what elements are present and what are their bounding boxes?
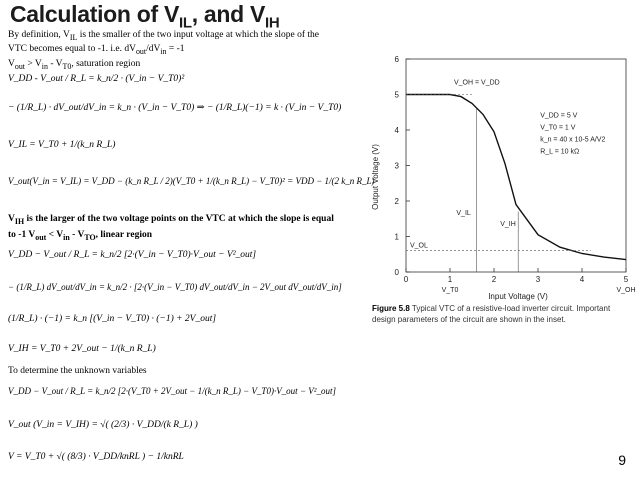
vil-label: V_IL <box>456 210 471 218</box>
vt0-axis-label: V_T0 <box>441 287 459 294</box>
vih-definition-line-1: $V_{IH}$ is the larger of the two voltage points on the VTC at which the slope is equal <box>8 214 334 226</box>
y-tick-label: 2 <box>394 197 399 206</box>
vtc-chart <box>368 47 638 337</box>
unknown-variables-heading: To determine the unknown variables <box>8 366 147 376</box>
y-tick-label: 0 <box>394 268 399 277</box>
voh-label: V_OH = V_DD <box>454 79 500 87</box>
x-tick-label: 3 <box>535 275 541 284</box>
voh-axis-label: V_OH <box>616 287 636 294</box>
vil-definition-line-1: By definition, $V_{IL}$ is the smaller of the two input voltage at which the slope of the <box>8 30 319 42</box>
equation-8: V_IH = V_T0 + 2V_out − 1/(k_n R_L) <box>8 344 156 354</box>
equation-10: V_out (V_in = V_IH) = √( (2/3) · V_DD/(k R_L) ) <box>8 420 198 430</box>
equation-2: − (1/R_L) · dV_out/dV_in = k_n · (V_in − V_T0) ⇒ − (1/R_L)(−1) = k · (V_in − V_T0) <box>8 103 342 113</box>
y-tick-label: 4 <box>394 126 399 135</box>
y-tick-label: 5 <box>394 90 399 100</box>
equation-6: − (1/R_L) dV_out/dV_in = k_n/2 · [2·(V_in − V_T0) dV_out/dV_in − 2V_out dV_out/dV_in] <box>8 282 342 292</box>
inset-line: k_n = 40 x 10-5 A/V2 <box>540 136 606 144</box>
inset-line: R_L = 10 kΩ <box>540 148 580 156</box>
y-tick-label: 1 <box>394 232 399 242</box>
y-axis-label: Output Voltage (V) <box>371 144 380 210</box>
equation-9: V_DD − V_out / R_L = k_n/2 [2·(V_T0 + 2V_out − 1/(k_n R_L) − V_T0)·V_out − V²_out] <box>8 386 336 396</box>
x-tick-label: 4 <box>579 275 585 284</box>
vil-definition-line-2: VTC becomes equal to -1. i.e. $dV_{out}/dV_{in} = -1$ <box>8 44 185 56</box>
equation-7: (1/R_L) · (−1) = k_n [(V_in − V_T0) · (−1) + 2V_out] <box>8 314 217 324</box>
inset-line: V_T0 = 1 V <box>540 124 576 132</box>
equation-11: V = V_T0 + √( (8/3) · V_DD/knRL ) − 1/knRL <box>8 452 184 462</box>
equation-4: V_out(V_in = V_IL) = V_DD − (k_n R_L / 2)(V_T0 + 1/(k_n R_L) − V_T0)² = VDD − 1/(2 k_n R_L) <box>8 176 375 186</box>
y-tick-label: 3 <box>394 161 399 171</box>
x-tick-label: 2 <box>491 275 497 284</box>
vih-definition-line-2: to -1 $V_{out} < V_{in} - V_{TO}$, linear region <box>8 230 152 242</box>
y-tick-label: 6 <box>394 55 399 64</box>
figure-caption: Figure 5.8 Typical VTC of a resistive-load inverter circuit. Important design parameters of the circuit are shown in the inset. <box>372 304 611 324</box>
vtc-curve-line <box>406 95 626 260</box>
slide-title: Calculation of $V_{IL}$, and $V_{IH}$ <box>10 1 280 32</box>
x-tick-label: 1 <box>447 275 453 284</box>
page-number: 9 <box>618 452 626 468</box>
vih-label: V_IH <box>500 220 516 228</box>
plot-frame <box>406 59 626 272</box>
x-tick-label: 0 <box>403 275 409 284</box>
saturation-condition: $V_{out} > V_{in} - V_{T0}$, saturation region <box>8 59 141 71</box>
inset-line: V_DD = 5 V <box>540 112 578 120</box>
vol-label: V_OL <box>410 242 428 250</box>
x-axis-label: Input Voltage (V) <box>488 292 548 301</box>
equation-1: V_DD - V_out / R_L = k_n/2 · (V_in − V_T0)² <box>8 74 185 84</box>
equation-5: V_DD − V_out / R_L = k_n/2 [2·(V_in − V_T0)·V_out − V²_out] <box>8 250 257 260</box>
x-tick-label: 5 <box>623 275 629 284</box>
equation-3: V_IL = V_T0 + 1/(k_n R_L) <box>8 140 116 150</box>
